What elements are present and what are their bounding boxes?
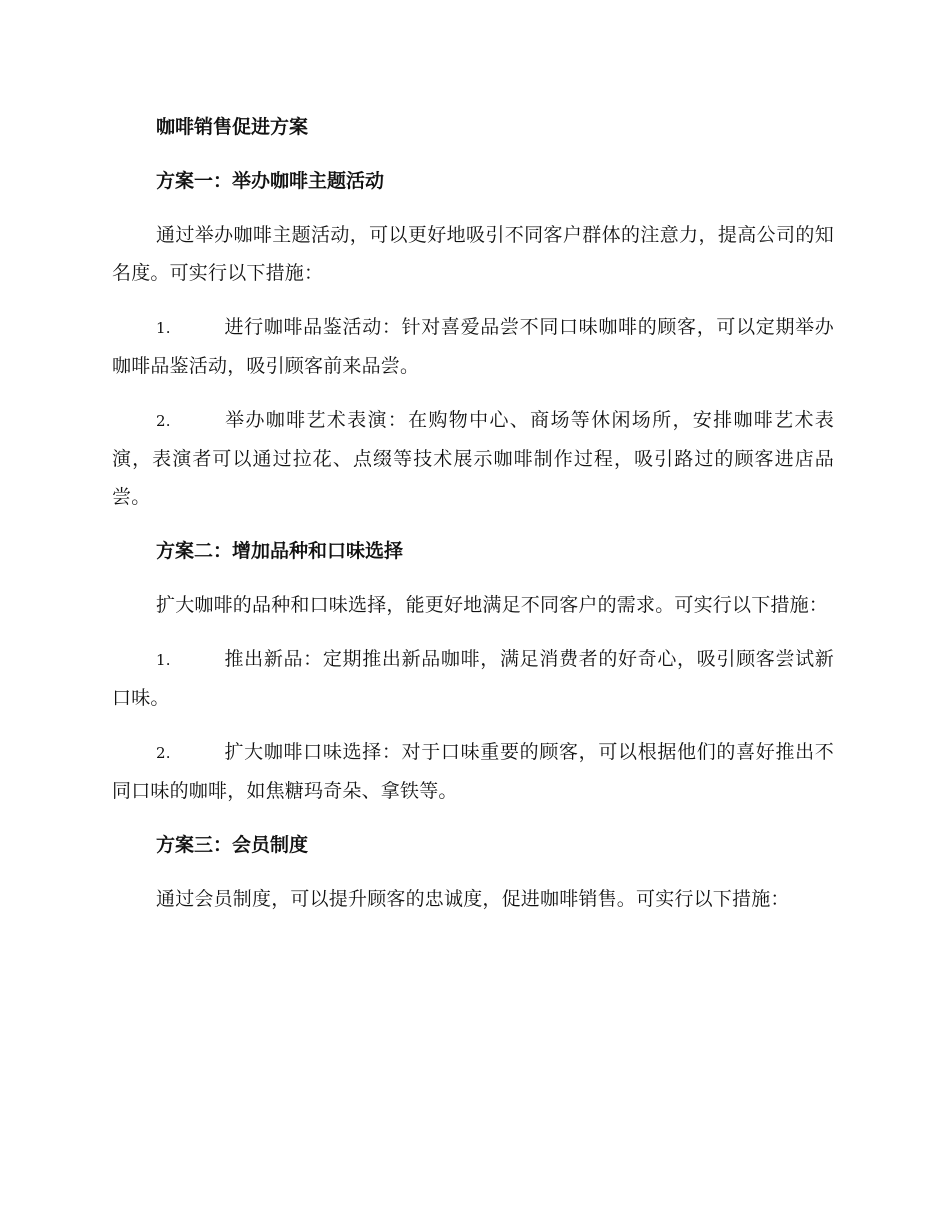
document-body bbox=[112, 108, 834, 934]
list-item bbox=[112, 401, 834, 516]
list-item-text: 进行咖啡品鉴活动：针对喜爱品尝不同口味咖啡的顾客，可以定期举办咖啡品鉴活动，吸引顾客前来品尝。 bbox=[112, 316, 834, 377]
section-intro: 通过会员制度，可以提升顾客的忠诚度，促进咖啡销售。可实行以下措施： bbox=[156, 888, 790, 910]
list-item-text: 推出新品：定期推出新品咖啡，满足消费者的好奇心，吸引顾客尝试新口味。 bbox=[112, 648, 834, 709]
list-item-number: 1. bbox=[156, 651, 171, 669]
list-item-number: 1. bbox=[156, 319, 171, 337]
section-heading: 方案一：举办咖啡主题活动 bbox=[156, 170, 385, 192]
list-item-text: 扩大咖啡口味选择：对于口味重要的顾客，可以根据他们的喜好推出不同口味的咖啡，如焦糖玛奇朵、拿铁等。 bbox=[112, 741, 834, 802]
section-intro: 通过举办咖啡主题活动，可以更好地吸引不同客户群体的注意力，提高公司的知名度。可实行以下措施： bbox=[112, 224, 834, 284]
list-item-text: 举办咖啡艺术表演：在购物中心、商场等休闲场所，安排咖啡艺术表演，表演者可以通过拉花、点缀等技术展示咖啡制作过程，吸引路过的顾客进店品尝。 bbox=[112, 409, 834, 508]
list-item bbox=[112, 733, 834, 810]
list-item-number: 2. bbox=[156, 744, 171, 762]
list-item-number: 2. bbox=[156, 412, 171, 430]
section-heading: 方案二：增加品种和口味选择 bbox=[156, 540, 404, 562]
list-item bbox=[112, 308, 834, 385]
section-heading: 方案三：会员制度 bbox=[156, 834, 309, 856]
document-title: 咖啡销售促进方案 bbox=[156, 116, 309, 138]
list-item bbox=[112, 640, 834, 717]
section-intro: 扩大咖啡的品种和口味选择，能更好地满足不同客户的需求。可实行以下措施： bbox=[156, 594, 829, 616]
